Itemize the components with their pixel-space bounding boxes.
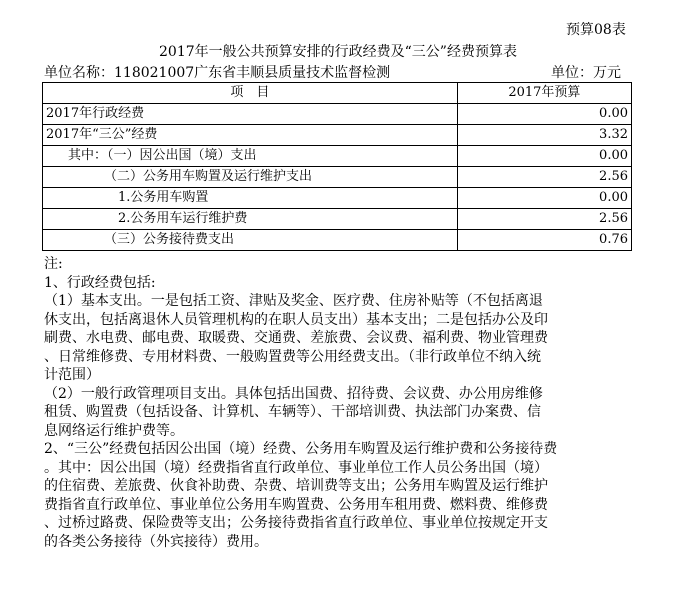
row-value: 0.00 <box>457 188 631 209</box>
note-line: 休支出，包括离退休人员管理机构的在职人员支出）基本支出；二是包括办公及印 <box>44 311 548 328</box>
table-row <box>43 146 632 167</box>
row-item: （三）公务接待费支出 <box>43 230 458 251</box>
page-title: 2017年一般公共预算安排的行政经费及“三公”经费预算表 <box>159 44 517 60</box>
notes-section <box>44 255 634 551</box>
note-line: 刷费、水电费、邮电费、取暖费、交通费、差旅费、会议费、福利费、物业管理费 <box>44 330 548 346</box>
row-value: 2.56 <box>457 209 631 230</box>
column-header-budget: 2017年预算 <box>457 83 631 104</box>
table-row <box>43 125 632 146</box>
row-item: 1.公务用车购置 <box>43 188 458 209</box>
notes-label: 注: <box>44 256 63 272</box>
note-line: 2、“三公”经费包括因公出国（境）经费、公务用车购置及运行维护费和公务接待费 <box>44 441 558 457</box>
note-line: 费指省直行政单位、事业单位公务用车购置费、公务用车租用费、燃料费、维修费 <box>44 496 548 513</box>
row-value: 0.00 <box>457 104 631 125</box>
note-line: 的住宿费、差旅费、伙食补助费、杂费、培训费等支出；公务用车购置及运行维护 <box>44 478 548 494</box>
note-line: 、日常维修费、专用材料费、一般购置费等公用经费支出。（非行政单位不纳入统 <box>44 348 541 365</box>
table-row <box>43 230 632 251</box>
form-code: 预算08表 <box>566 22 626 38</box>
note-line: 。其中：因公出国（境）经费指省直行政单位、事业单位工作人员公务出国（境） <box>44 459 548 476</box>
table-row <box>43 104 632 125</box>
table-header-row <box>43 83 632 104</box>
note-line: 、过桥过路费、保险费等支出；公务接待费指省直行政单位、事业单位按规定开支 <box>44 515 548 531</box>
row-item: 2017年“三公”经费 <box>43 125 458 146</box>
budget-table <box>42 82 632 251</box>
row-item: 其中：（一）因公出国（境）支出 <box>43 146 458 167</box>
note-line: （2）一般行政管理项目支出。具体包括出国费、招待费、会议费、办公用房维修 <box>44 385 543 402</box>
table-row <box>43 188 632 209</box>
column-header-item: 项 目 <box>43 83 458 104</box>
row-item: 2017年行政经费 <box>43 104 458 125</box>
table-row <box>43 209 632 230</box>
note-line: （1）基本支出。一是包括工资、津贴及奖金、医疗费、住房补贴等（不包括离退 <box>44 293 543 309</box>
row-value: 0.00 <box>457 146 631 167</box>
note-line: 的各类公务接待（外宾接待）费用。 <box>44 533 268 550</box>
row-item: 2.公务用车运行维护费 <box>43 209 458 230</box>
unit-currency: 单位：万元 <box>551 65 621 81</box>
row-value: 3.32 <box>457 125 631 146</box>
note-line: 1、行政经费包括: <box>44 274 156 291</box>
unit-name: 单位名称：118021007广东省丰顺县质量技术监督检测 <box>44 65 391 81</box>
note-line: 息网络运行维护费等。 <box>44 422 184 439</box>
row-value: 2.56 <box>457 167 631 188</box>
row-item: （二）公务用车购置及运行维护支出 <box>43 167 458 188</box>
note-line: 租赁、购置费（包括设备、计算机、车辆等）、干部培训费、执法部门办案费、信 <box>44 404 541 420</box>
row-value: 0.76 <box>457 230 631 251</box>
table-row <box>43 167 632 188</box>
note-line: 计范围） <box>44 367 100 383</box>
